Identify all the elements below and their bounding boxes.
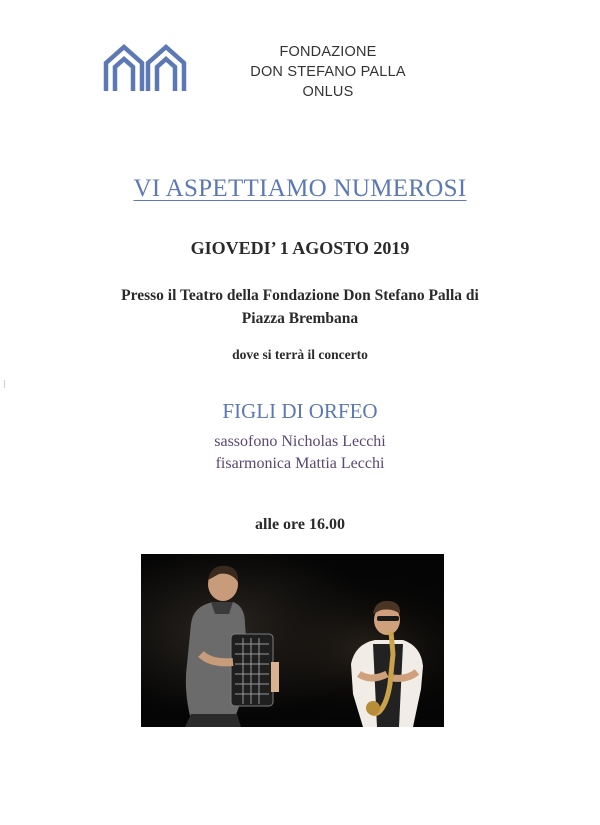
org-line-2: DON STEFANO PALLA <box>250 64 406 80</box>
accordion-and-saxophone-duo-photo <box>141 554 444 727</box>
venue-line-2: Piazza Brembana <box>241 310 359 327</box>
performer-accordion: fisarmonica Mattia Lecchi <box>215 455 385 472</box>
headline <box>0 175 600 203</box>
event-venue <box>40 284 560 330</box>
event-date: GIOVEDI’ 1 AGOSTO 2019 <box>190 238 410 258</box>
group-name: FIGLI DI ORFEO <box>222 399 378 423</box>
concert-intro: dove si terrà il concerto <box>232 347 368 362</box>
headline-text: VI ASPETTIAMO NUMEROSI <box>133 175 467 202</box>
org-line-1: FONDAZIONE <box>279 44 377 60</box>
arches-logo-icon <box>102 43 188 93</box>
organization-name <box>228 42 428 102</box>
venue-line-1: Presso il Teatro della Fondazione Don Stefano Palla di <box>121 287 479 304</box>
event-time: alle ore 16.00 <box>255 516 345 533</box>
scan-mark <box>4 380 8 388</box>
org-line-3: ONLUS <box>302 84 354 100</box>
performer-saxophone: sassofono Nicholas Lecchi <box>214 433 386 450</box>
